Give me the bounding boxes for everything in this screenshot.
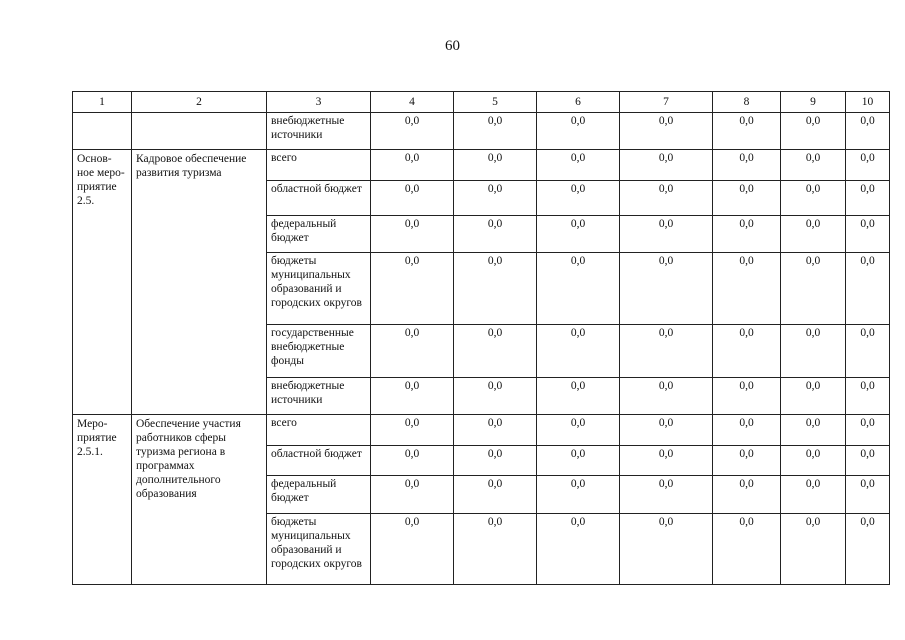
value-cell: 0,0: [846, 514, 890, 585]
funding-source-cell: внебюджетные источники: [267, 378, 371, 415]
value-cell: 0,0: [781, 181, 846, 216]
value-cell: 0,0: [713, 216, 781, 253]
value-cell: 0,0: [454, 476, 537, 514]
value-cell: 0,0: [537, 446, 620, 476]
value-cell: 0,0: [371, 113, 454, 150]
value-cell: 0,0: [846, 325, 890, 378]
value-cell: 0,0: [781, 325, 846, 378]
value-cell: 0,0: [620, 181, 713, 216]
value-cell: 0,0: [713, 150, 781, 181]
value-cell: 0,0: [781, 476, 846, 514]
header-cell: 3: [267, 92, 371, 113]
value-cell: 0,0: [371, 514, 454, 585]
funding-source-cell: всего: [267, 415, 371, 446]
value-cell: 0,0: [620, 446, 713, 476]
header-cell: 5: [454, 92, 537, 113]
funding-source-cell: государственные внебюджетные фонды: [267, 325, 371, 378]
activity-code-cell: Меро-приятие 2.5.1.: [73, 415, 132, 585]
value-cell: 0,0: [454, 446, 537, 476]
value-cell: 0,0: [620, 253, 713, 325]
value-cell: 0,0: [781, 446, 846, 476]
value-cell: 0,0: [537, 150, 620, 181]
value-cell: 0,0: [781, 378, 846, 415]
value-cell: 0,0: [846, 378, 890, 415]
value-cell: 0,0: [713, 181, 781, 216]
value-cell: 0,0: [781, 415, 846, 446]
header-cell: 1: [73, 92, 132, 113]
value-cell: 0,0: [537, 253, 620, 325]
value-cell: 0,0: [371, 181, 454, 216]
value-cell: 0,0: [846, 415, 890, 446]
activity-code-cell: Основ-ное меро-приятие 2.5.: [73, 150, 132, 415]
value-cell: 0,0: [713, 476, 781, 514]
value-cell: 0,0: [454, 325, 537, 378]
header-cell: 6: [537, 92, 620, 113]
value-cell: 0,0: [620, 150, 713, 181]
value-cell: 0,0: [846, 476, 890, 514]
funding-source-cell: федеральный бюджет: [267, 476, 371, 514]
value-cell: 0,0: [454, 253, 537, 325]
value-cell: 0,0: [371, 378, 454, 415]
value-cell: 0,0: [371, 446, 454, 476]
funding-source-cell: внебюджетные источники: [267, 113, 371, 150]
value-cell: 0,0: [620, 514, 713, 585]
value-cell: 0,0: [846, 150, 890, 181]
value-cell: 0,0: [537, 378, 620, 415]
header-cell: 4: [371, 92, 454, 113]
value-cell: 0,0: [371, 415, 454, 446]
value-cell: 0,0: [620, 325, 713, 378]
value-cell: 0,0: [537, 476, 620, 514]
value-cell: 0,0: [846, 446, 890, 476]
value-cell: 0,0: [537, 325, 620, 378]
value-cell: 0,0: [454, 113, 537, 150]
funding-source-cell: областной бюджет: [267, 446, 371, 476]
table-row: [73, 150, 890, 181]
activity-name-cell: Кадровое обеспечение развития туризма: [132, 150, 267, 415]
value-cell: 0,0: [713, 415, 781, 446]
funding-source-cell: федеральный бюджет: [267, 216, 371, 253]
activity-name-cell: Обеспечение участия работников сферы туризма региона в программах дополнительного образования: [132, 415, 267, 585]
value-cell: 0,0: [846, 181, 890, 216]
value-cell: 0,0: [537, 514, 620, 585]
value-cell: 0,0: [781, 216, 846, 253]
value-cell: 0,0: [620, 113, 713, 150]
value-cell: 0,0: [620, 216, 713, 253]
value-cell: 0,0: [371, 216, 454, 253]
value-cell: 0,0: [846, 253, 890, 325]
activity-code-cell: [73, 113, 132, 150]
value-cell: 0,0: [781, 113, 846, 150]
value-cell: 0,0: [781, 514, 846, 585]
value-cell: 0,0: [371, 325, 454, 378]
activity-name-cell: [132, 113, 267, 150]
header-cell: 9: [781, 92, 846, 113]
value-cell: 0,0: [454, 415, 537, 446]
value-cell: 0,0: [781, 253, 846, 325]
funding-table: [72, 91, 890, 585]
value-cell: 0,0: [537, 415, 620, 446]
value-cell: 0,0: [713, 325, 781, 378]
value-cell: 0,0: [371, 253, 454, 325]
value-cell: 0,0: [454, 216, 537, 253]
header-cell: 7: [620, 92, 713, 113]
value-cell: 0,0: [454, 378, 537, 415]
value-cell: 0,0: [537, 216, 620, 253]
funding-source-cell: областной бюджет: [267, 181, 371, 216]
value-cell: 0,0: [713, 253, 781, 325]
value-cell: 0,0: [371, 476, 454, 514]
value-cell: 0,0: [846, 216, 890, 253]
value-cell: 0,0: [454, 181, 537, 216]
funding-source-cell: всего: [267, 150, 371, 181]
value-cell: 0,0: [454, 514, 537, 585]
value-cell: 0,0: [537, 113, 620, 150]
value-cell: 0,0: [713, 113, 781, 150]
header-cell: 10: [846, 92, 890, 113]
funding-source-cell: бюджеты муниципальных образований и городских округов: [267, 253, 371, 325]
header-row: [73, 92, 890, 113]
header-cell: 2: [132, 92, 267, 113]
value-cell: 0,0: [620, 476, 713, 514]
table-row: [73, 415, 890, 446]
value-cell: 0,0: [537, 181, 620, 216]
table-row: [73, 113, 890, 150]
value-cell: 0,0: [713, 514, 781, 585]
value-cell: 0,0: [713, 378, 781, 415]
value-cell: 0,0: [620, 415, 713, 446]
value-cell: 0,0: [620, 378, 713, 415]
value-cell: 0,0: [454, 150, 537, 181]
funding-source-cell: бюджеты муниципальных образований и городских округов: [267, 514, 371, 585]
value-cell: 0,0: [846, 113, 890, 150]
page-number: 60: [445, 38, 460, 54]
value-cell: 0,0: [781, 150, 846, 181]
value-cell: 0,0: [371, 150, 454, 181]
value-cell: 0,0: [713, 446, 781, 476]
header-cell: 8: [713, 92, 781, 113]
